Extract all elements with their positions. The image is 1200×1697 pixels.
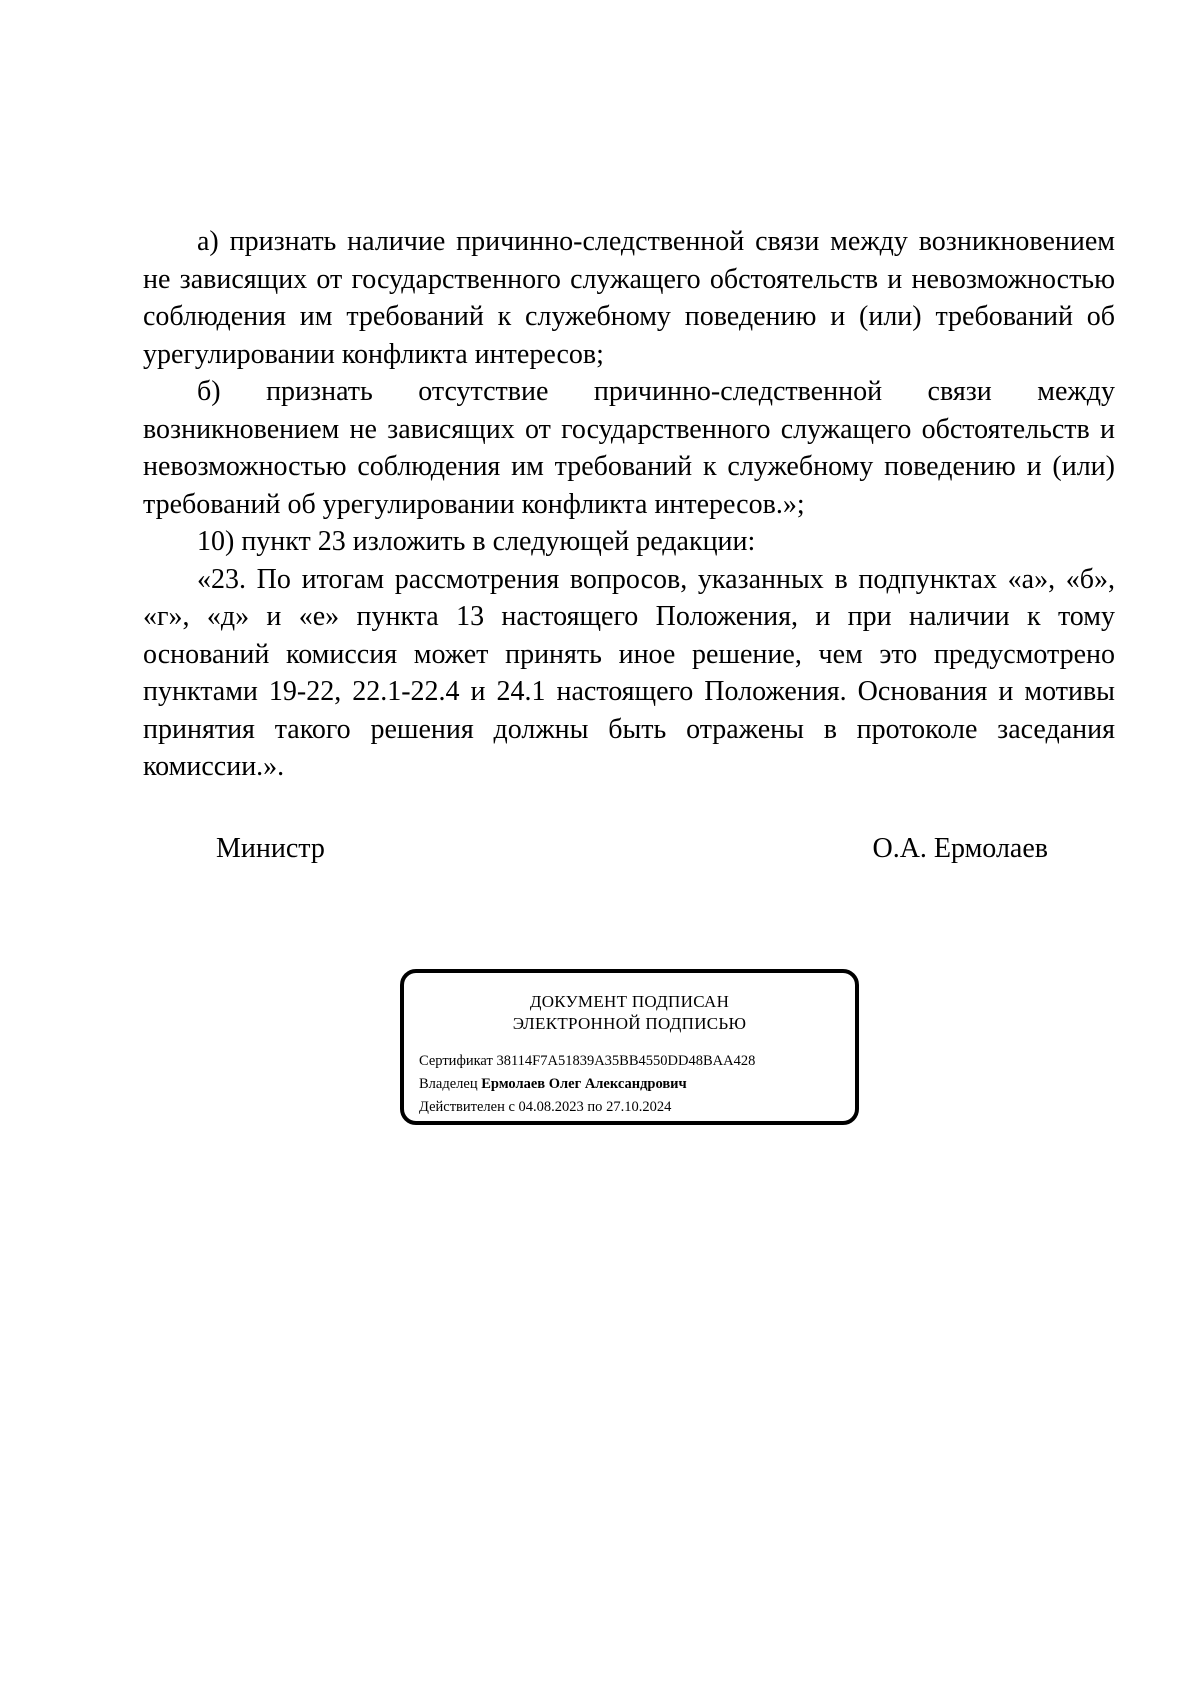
signatory-position: Министр [216,833,325,864]
certificate-value: 38114F7A51839A35BB4550DD48BAA428 [496,1053,756,1069]
valid-to-label: по [587,1099,603,1115]
certificate-label: Сертификат [419,1053,493,1069]
stamp-title-line-1: ДОКУМЕНТ ПОДПИСАН [529,992,730,1011]
valid-from-label: Действителен с [419,1099,515,1115]
owner-value: Ермолаев Олег Александрович [481,1076,687,1092]
valid-to-date: 27.10.2024 [606,1099,672,1115]
stamp-title-line-2: ЭЛЕКТРОННОЙ ПОДПИСЬЮ [512,1014,747,1033]
stamp-details [419,1050,755,1119]
paragraph-item-a: а) признать наличие причинно-следственной связи между возникновением не зависящих от государственного служащего обстоятельств и невозможностью соблюдения им требований к служебному поведению и (или) требований об урегулировании конфликта интересов; [143,226,1115,370]
owner-label: Владелец [419,1076,478,1092]
certificate-line [419,1050,755,1073]
document-body [143,223,1115,786]
valid-from-date: 04.08.2023 [518,1099,584,1115]
stamp-title [404,991,855,1035]
owner-line [419,1073,755,1096]
paragraph-item-10: 10) пункт 23 изложить в следующей редакции: [197,526,756,557]
paragraph-item-b: б) признать отсутствие причинно-следственной связи между возникновением не зависящих от государственного служащего обстоятельств и невозможностью соблюдения им требований к служебному поведению и (или) требований об урегулировании конфликта интересов.»; [143,376,1115,520]
signatory-name: О.А. Ермолаев [872,833,1048,864]
electronic-signature-stamp [400,969,859,1125]
validity-line [419,1096,755,1119]
paragraph-point-23: «23. По итогам рассмотрения вопросов, указанных в подпунктах «а», «б», «г», «д» и «е» пункта 13 настоящего Положения, и при наличии к тому оснований комиссия может принять иное решение, чем это предусмотрено пунктами 19-22, 22.1-22.4 и 24.1 настоящего Положения. Основания и мотивы принятия такого решения должны быть отражены в протоколе заседания комиссии.». [143,563,1115,782]
